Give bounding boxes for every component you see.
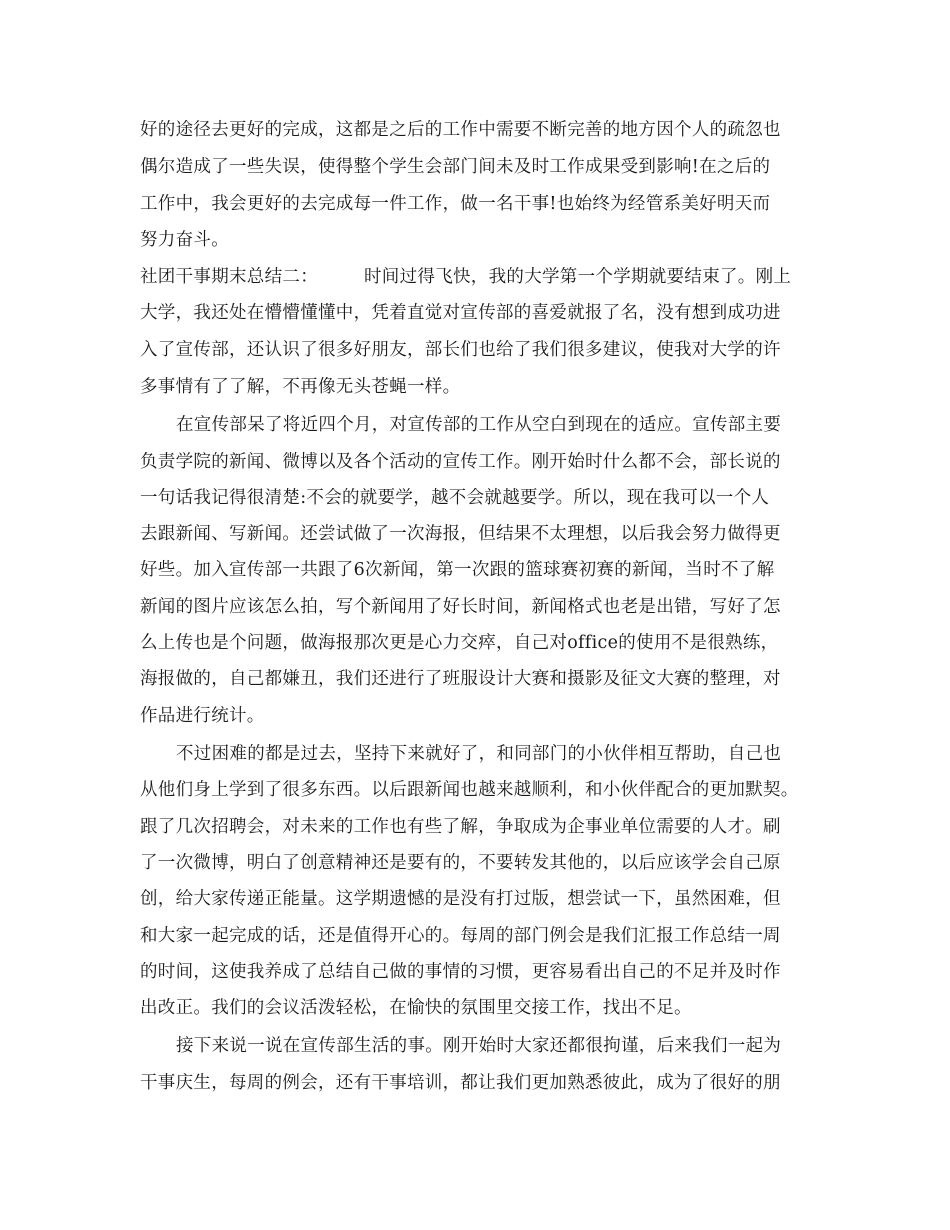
- text-line: 一句话我记得很清楚:不会的就要学，越不会就越要学。所以，现在我可以一个人: [140, 488, 770, 508]
- text-line: 作品进行统计。: [140, 706, 265, 726]
- text-line: 么上传也是个问题，做海报那次更是心力交瘁，自己对office的使用不是很熟练，: [140, 633, 779, 653]
- section-heading: 社团干事期末总结二：: [140, 267, 318, 287]
- text-line: 的时间，这使我养成了总结自己做的事情的习惯，更容易看出自己的不足并及时作: [140, 962, 781, 982]
- text-line: 工作中，我会更好的去完成每一件工作，做一名干事!也始终为经管系美好明天而: [140, 194, 771, 214]
- text-line: 多事情有了了解，不再像无头苍蝇一样。: [140, 377, 461, 397]
- text-line: 入了宣传部，还认识了很多好朋友，部长们也给了我们很多建议，使我对大学的许: [140, 340, 781, 360]
- text-line: 努力奋斗。: [140, 230, 229, 250]
- text-line: 新闻的图片应该怎么拍，写个新闻用了好长时间，新闻格式也老是出错，写好了怎: [140, 597, 781, 617]
- paragraph-first-line: 在宣传部呆了将近四个月，对宣传部的工作从空白到现在的适应。宣传部主要: [176, 415, 782, 435]
- text-line: 去跟新闻、写新闻。还尝试做了一次海报，但结果不太理想，以后我会努力做得更: [140, 524, 781, 544]
- text-line: 好些。加入宣传部一共跟了6次新闻，第一次跟的篮球赛初赛的新闻，当时不了解: [140, 560, 775, 580]
- text-line: 跟了几次招聘会，对未来的工作也有些了解，争取成为企事业单位需要的人才。刷: [140, 817, 781, 837]
- text-line: 海报做的，自己都嫌丑，我们还进行了班服设计大赛和摄影及征文大赛的整理，对: [140, 669, 781, 689]
- text-line: 偶尔造成了一些失误，使得整个学生会部门间未及时工作成果受到影响!在之后的: [140, 157, 771, 177]
- paragraph-first-line: 不过困难的都是过去，坚持下来就好了，和同部门的小伙伴相互帮助，自己也: [176, 744, 782, 764]
- text-line: 大学，我还处在懵懵懂懂中，凭着直觉对宣传部的喜爱就报了名，没有想到成功进: [140, 303, 781, 323]
- text-line: 出改正。我们的会议活泼轻松，在愉快的氛围里交接工作，找出不足。: [140, 998, 692, 1018]
- text-line: 好的途径去更好的完成，这都是之后的工作中需要不断完善的地方因个人的疏忽也: [140, 120, 781, 140]
- paragraph-first-line: 接下来说一说在宣传部生活的事。刚开始时大家还都很拘谨，后来我们一起为: [176, 1036, 782, 1056]
- text-line: 从他们身上学到了很多东西。以后跟新闻也越来越顺利，和小伙伴配合的更加默契。: [140, 780, 799, 800]
- section-intro-text: 时间过得飞快，我的大学第一个学期就要结束了。刚上: [364, 267, 792, 287]
- text-line: 和大家一起完成的话，还是值得开心的。每周的部门例会是我们汇报工作总结一周: [140, 926, 781, 946]
- text-line: 负责学院的新闻、微博以及各个活动的宣传工作。刚开始时什么都不会，部长说的: [140, 452, 781, 472]
- section-heading-line: [140, 265, 791, 289]
- text-line: 了一次微博，明白了创意精神还是要有的，不要转发其他的，以后应该学会自己原: [140, 853, 781, 873]
- text-line: 创，给大家传递正能量。这学期遗憾的是没有打过版，想尝试一下，虽然困难，但: [140, 889, 781, 909]
- text-line: 干事庆生，每周的例会，还有干事培训，都让我们更加熟悉彼此，成为了很好的朋: [140, 1073, 781, 1093]
